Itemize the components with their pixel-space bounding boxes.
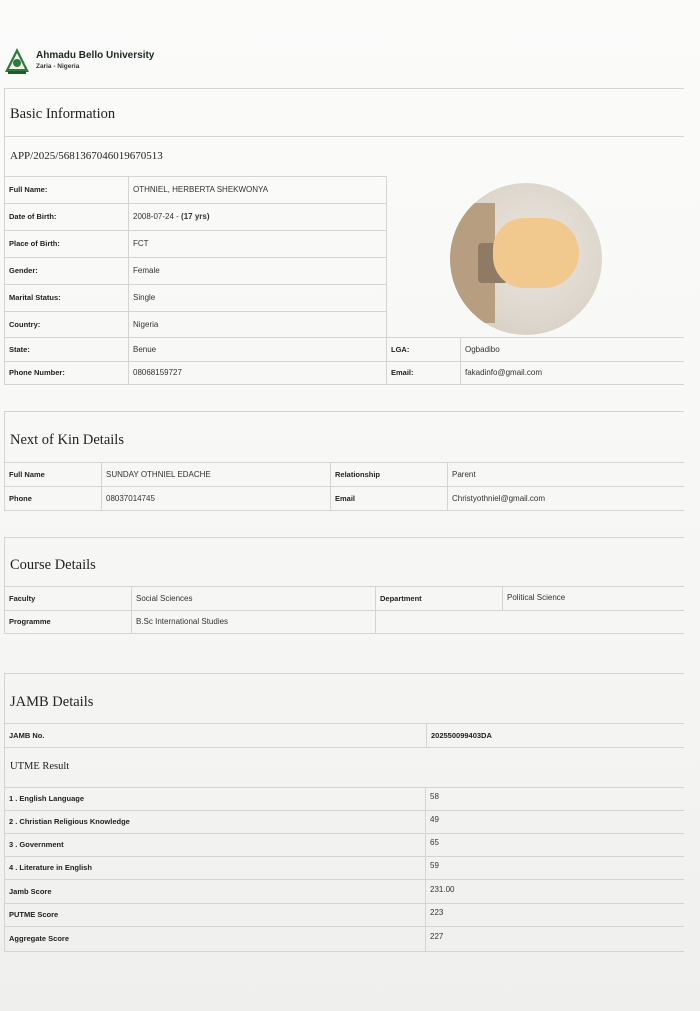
aggregate-score-value: 227 xyxy=(430,932,444,941)
faculty-label: Faculty xyxy=(9,593,36,603)
university-location: Zaria - Nigeria xyxy=(36,63,80,70)
dob-value xyxy=(128,203,386,230)
basic-information-title: Basic Information xyxy=(10,106,116,122)
nok-full-name-label: Full Name xyxy=(9,469,45,479)
applicant-photo xyxy=(450,183,602,335)
university-name: Ahmadu Bello University xyxy=(36,50,155,61)
utme-subject-score: 58 xyxy=(430,792,439,801)
jamb-no-value: 202550099403DA xyxy=(431,730,492,740)
state-label: State: xyxy=(9,344,30,354)
putme-score-label: PUTME Score xyxy=(9,910,59,919)
email-label: Email: xyxy=(391,368,414,377)
application-number: APP/2025/5681367046019670513 xyxy=(10,150,163,162)
phone-number-value: 08068159727 xyxy=(133,368,182,377)
dob-label: Date of Birth: xyxy=(9,212,57,221)
utme-result-title: UTME Result xyxy=(10,761,70,772)
jamb-details-title: JAMB Details xyxy=(10,694,94,710)
marital-status-label: Marital Status: xyxy=(9,293,61,302)
university-logo-icon xyxy=(4,47,30,75)
nok-email-label: Email xyxy=(335,493,356,503)
nok-phone-label: Phone xyxy=(9,493,32,503)
dob-date: 2008-07-24 - xyxy=(133,212,182,221)
nok-email-value: Christyothniel@gmail.com xyxy=(452,493,546,503)
utme-subject-score: 49 xyxy=(430,815,439,824)
lga-label: LGA: xyxy=(391,344,410,354)
jamb-score-label: Jamb Score xyxy=(9,886,52,896)
course-details-title: Course Details xyxy=(10,557,96,573)
full-name-label: Full Name: xyxy=(9,185,48,194)
jamb-no-label: JAMB No. xyxy=(9,730,45,740)
pob-value: FCT xyxy=(133,239,149,248)
programme-value: B.Sc International Studies xyxy=(136,617,229,626)
nok-relationship-value: Parent xyxy=(452,469,476,479)
utme-subject-label: 1 . English Language xyxy=(9,794,85,803)
utme-subject-label: 4 . Literature in English xyxy=(9,863,92,872)
university-header xyxy=(4,45,154,77)
aggregate-score-label: Aggregate Score xyxy=(9,934,70,943)
full-name-value: OTHNIEL, HERBERTA SHEKWONYA xyxy=(133,185,269,194)
utme-subject-score: 65 xyxy=(430,838,439,847)
nok-relationship-label: Relationship xyxy=(335,469,381,479)
programme-label: Programme xyxy=(9,617,51,626)
jamb-score-value: 231.00 xyxy=(430,884,455,894)
putme-score-value: 223 xyxy=(430,908,444,917)
utme-subject-score: 59 xyxy=(430,861,439,870)
nok-full-name-value: SUNDAY OTHNIEL EDACHE xyxy=(106,469,211,479)
state-value: Benue xyxy=(133,344,157,354)
utme-subject-label: 2 . Christian Religious Knowledge xyxy=(9,817,130,826)
phone-number-label: Phone Number: xyxy=(9,368,65,377)
utme-subject-label: 3 . Government xyxy=(9,840,64,849)
email-value: fakadinfo@gmail.com xyxy=(465,368,543,377)
department-value: Political Science xyxy=(507,592,566,602)
country-label: Country: xyxy=(9,319,41,329)
marital-status-value: Single xyxy=(133,293,156,302)
age-value: (17 yrs) xyxy=(181,212,210,221)
gender-value: Female xyxy=(133,266,160,275)
pob-label: Place of Birth: xyxy=(9,239,60,248)
department-label: Department xyxy=(380,593,422,603)
next-of-kin-title: Next of Kin Details xyxy=(10,432,124,448)
lga-value: Ogbadibo xyxy=(465,344,500,354)
gender-label: Gender: xyxy=(9,266,38,275)
country-value: Nigeria xyxy=(133,319,159,329)
nok-phone-value: 08037014745 xyxy=(106,493,155,503)
faculty-value: Social Sciences xyxy=(136,593,193,603)
